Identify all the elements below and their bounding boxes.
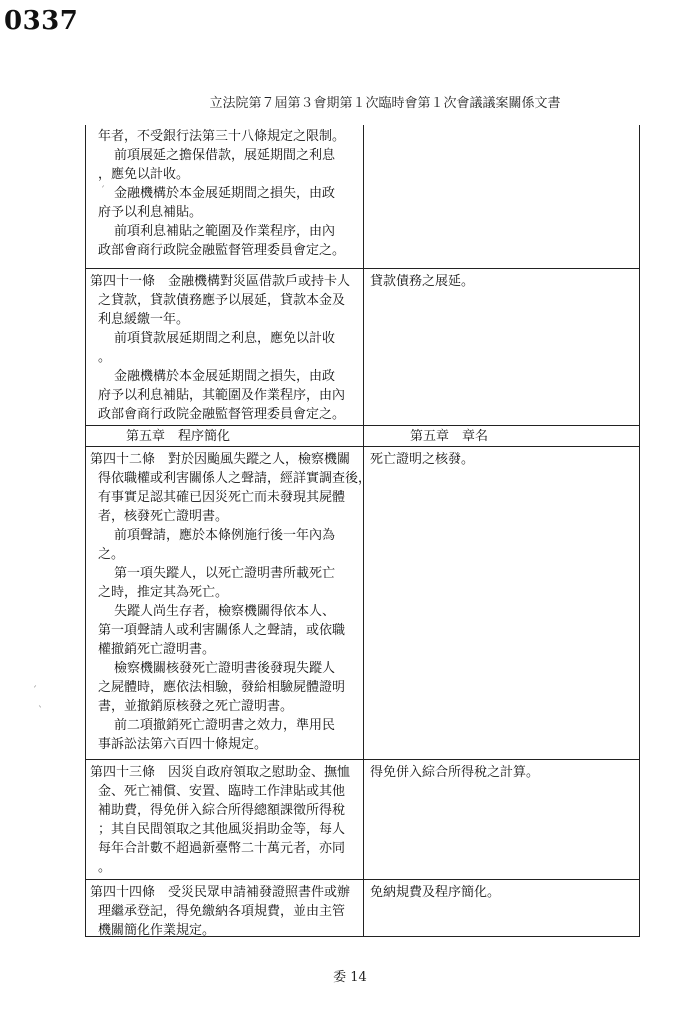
text-line: ；其自民間領取之其他風災捐助金等，每人 — [98, 822, 346, 837]
provision-cell — [86, 272, 362, 424]
text-line: 事訴訟法第六百四十條規定。 — [98, 737, 268, 752]
text-line: 之屍體時，應依法相驗，發給相驗屍體證明 — [98, 680, 346, 695]
provision-cell — [86, 127, 362, 260]
text-line: 有事實足認其確已因災死亡而未發現其屍體 — [98, 490, 346, 505]
text-line: 年者，不受銀行法第三十八條規定之限制。 — [98, 129, 346, 144]
text-line: 金、死亡補償、安置、臨時工作津貼或其他 — [98, 784, 346, 799]
provision-cell — [86, 883, 362, 940]
text-line: 檢察機關核發死亡證明書後發現失蹤人 — [114, 661, 336, 676]
text-line: 府予以利息補貼，其範圍及作業程序，由內 — [98, 388, 346, 403]
scan-speck: ˊ — [32, 686, 37, 697]
table-row — [86, 127, 639, 268]
scan-speck: ˊ — [100, 186, 105, 197]
table-row — [86, 879, 639, 936]
explanation-cell — [370, 427, 635, 446]
text-line: 機關簡化作業規定。 — [98, 923, 216, 938]
text-line: ，應免以計收。 — [98, 167, 190, 182]
table-row — [86, 446, 639, 759]
text-line: 政部會商行政院金融監督管理委員會定之。 — [98, 407, 346, 422]
text-line: 利息緩繳一年。 — [98, 312, 190, 327]
explanation-text: 貸款債務之展延。 — [370, 274, 475, 289]
chapter-heading: 第五章 程序簡化 — [126, 429, 231, 444]
text-line: 書，並撤銷原核發之死亡證明書。 — [98, 699, 294, 714]
explanation-cell — [370, 272, 635, 291]
explanation-text: 得免併入綜合所得稅之計算。 — [370, 765, 540, 780]
text-line: 權撤銷死亡證明書。 — [98, 642, 216, 657]
text-line: 前二項撤銷死亡證明書之效力，準用民 — [114, 718, 336, 733]
text-line: 前項展延之擔保借款，展延期間之利息 — [114, 148, 336, 163]
provision-cell — [86, 427, 362, 446]
text-line: 前項利息補貼之範圍及作業程序，由內 — [114, 224, 336, 239]
text-line: 。 — [98, 860, 112, 875]
provision-cell — [86, 763, 362, 877]
text-line: 理繼承登記，得免繳納各項規費，並由主管 — [98, 904, 346, 919]
table-row — [86, 759, 639, 879]
text-line: 之貸款，貸款債務應予以展延，貸款本金及 — [98, 293, 346, 308]
explanation-cell — [370, 883, 635, 902]
comparison-table — [85, 125, 640, 937]
page-number: 0337 — [4, 6, 79, 36]
explanation-cell — [370, 450, 635, 469]
text-line: 失蹤人尚生存者，檢察機關得依本人、 — [114, 604, 336, 619]
explanation-text: 免納規費及程序簡化。 — [370, 885, 501, 900]
text-line: 前項貸款展延期間之利息，應免以計收 — [114, 331, 336, 346]
article-heading-line: 第四十一條 金融機構對災區借款戶或持卡人 — [90, 274, 351, 289]
text-line: 每年合計數不超過新臺幣二十萬元者，亦同 — [98, 841, 346, 856]
text-line: 政部會商行政院金融監督管理委員會定之。 — [98, 243, 346, 258]
explanation-cell — [370, 763, 635, 782]
page-footer: 委 14 — [333, 970, 367, 985]
text-line: 府予以利息補貼。 — [98, 205, 203, 220]
text-line: 者，核發死亡證明書。 — [98, 509, 229, 524]
document-header-title: 立法院第７屆第３會期第１次臨時會第１次會議議案關係文書 — [209, 96, 561, 111]
text-line: 。 — [98, 350, 112, 365]
text-line: 得依職權或利害關係人之聲請，經詳實調查後， — [98, 471, 372, 486]
scan-speck: ˋ — [38, 706, 43, 717]
chapter-row — [86, 425, 639, 446]
article-heading-line: 第四十二條 對於因颱風失蹤之人，檢察機關 — [90, 452, 351, 467]
text-line: 補助費，得免併入綜合所得總額課徵所得稅 — [98, 803, 346, 818]
text-line: 第一項聲請人或利害關係人之聲請，或依職 — [98, 623, 346, 638]
text-line: 第一項失蹤人，以死亡證明書所載死亡 — [114, 566, 336, 581]
provision-cell — [86, 450, 372, 754]
article-heading-line: 第四十三條 因災自政府領取之慰助金、撫恤 — [90, 765, 351, 780]
text-line: 之時，推定其為死亡。 — [98, 585, 229, 600]
chapter-heading-note: 第五章 章名 — [410, 429, 489, 444]
text-line: 前項聲請，應於本條例施行後一年內為 — [114, 528, 336, 543]
text-line: 金融機構於本金展延期間之損失，由政 — [114, 369, 336, 384]
explanation-text: 死亡證明之核發。 — [370, 452, 475, 467]
text-line: 金融機構於本金展延期間之損失，由政 — [114, 186, 336, 201]
table-row — [86, 268, 639, 425]
article-heading-line: 第四十四條 受災民眾申請補發證照書件或辦 — [90, 885, 351, 900]
text-line: 之。 — [98, 547, 125, 562]
